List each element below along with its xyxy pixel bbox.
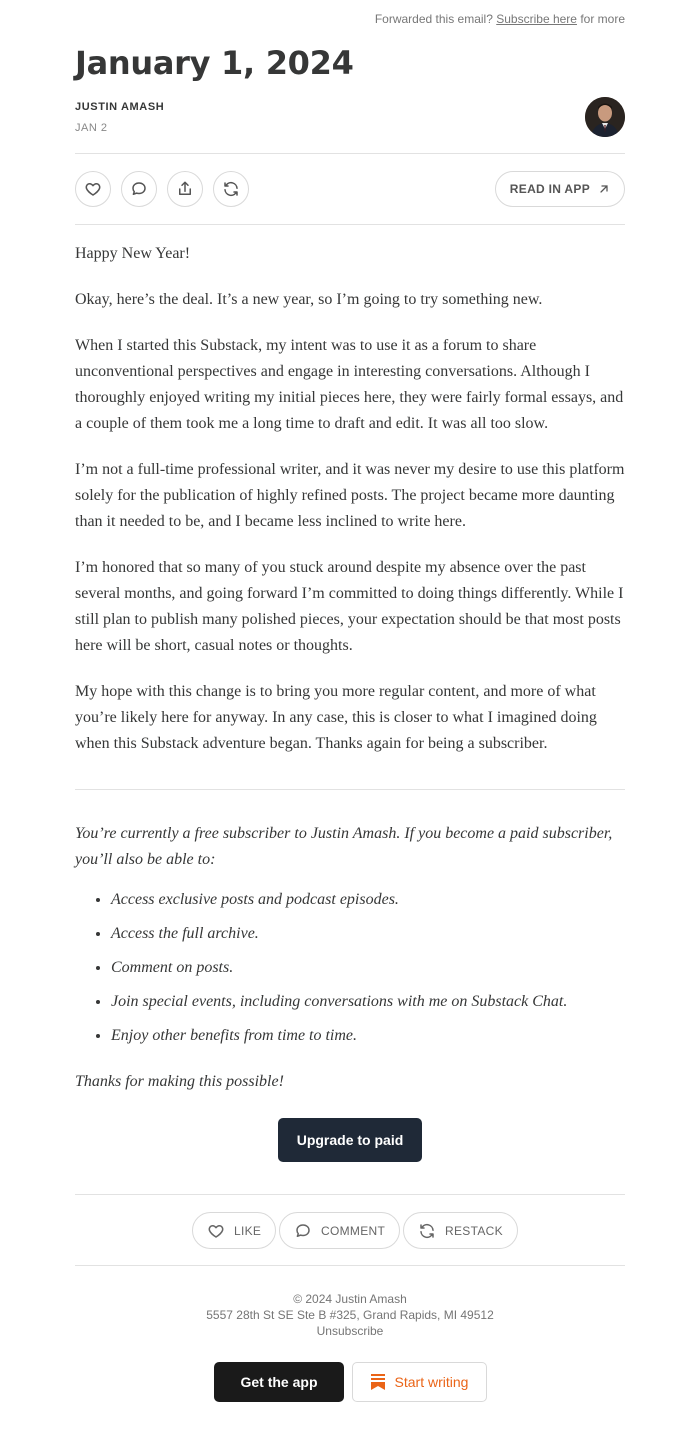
post-title[interactable]: January 1, 2024 [75, 44, 354, 82]
comment-icon [130, 180, 148, 198]
like-label: LIKE [234, 1223, 262, 1238]
benefit-item: • Comment on posts. [111, 955, 627, 981]
benefits-list [75, 887, 627, 1049]
body-paragraph: Happy New Year! [75, 245, 191, 262]
read-in-app-label: READ IN APP [509, 182, 590, 196]
body-paragraph: Okay, here’s the deal. It’s a new year, so I’m going to try something new. [75, 291, 543, 308]
share-icon [176, 180, 194, 198]
comment-button[interactable] [279, 1212, 400, 1249]
restack-button[interactable] [403, 1212, 518, 1249]
benefit-item: • Join special events, including conversations with me on Substack Chat. [111, 989, 627, 1015]
restack-icon [222, 180, 240, 198]
forwarded-suffix: for more [580, 12, 625, 26]
body-paragraph: My hope with this change is to bring you more regular content, and more of what you’re likely here for anyway. In any case, this is closer to what I imagined doing when this Substack adventure began. Thanks again for being a subscriber. [75, 683, 597, 752]
body-divider [75, 789, 625, 790]
paid-subscriber-section [75, 821, 627, 1095]
substack-logo-icon [371, 1374, 385, 1390]
benefit-item: • Access exclusive posts and podcast episodes. [111, 887, 627, 913]
paid-intro: You’re currently a free subscriber to Justin Amash. If you become a paid subscriber, you’ll also be able to: [75, 825, 613, 868]
start-writing-label: Start writing [394, 1374, 469, 1390]
get-the-app-button[interactable]: Get the app [214, 1362, 344, 1402]
like-icon-button[interactable] [75, 171, 111, 207]
actions-divider [75, 224, 625, 225]
comment-icon [294, 1222, 312, 1240]
start-writing-button[interactable] [352, 1362, 487, 1402]
footer-copyright: © 2024 Justin Amash [293, 1292, 407, 1306]
restack-icon [418, 1222, 436, 1240]
upgrade-to-paid-button[interactable]: Upgrade to paid [278, 1118, 422, 1162]
header-divider [75, 153, 625, 154]
share-icon-button[interactable] [167, 171, 203, 207]
body-paragraph: When I started this Substack, my intent was to use it as a forum to share unconventional perspectives and engage in interesting conversations. Although I thoroughly enjoyed writing my initial pieces here, they were fairly formal essays, and a couple of them took me a long time to draft and edit. It was all too slow. [75, 337, 624, 432]
upgrade-divider [75, 1194, 625, 1195]
read-in-app-button[interactable] [495, 171, 625, 207]
external-arrow-icon [598, 183, 610, 195]
forwarded-prefix: Forwarded this email? [374, 12, 493, 26]
forwarded-notice [375, 12, 625, 26]
heart-icon [207, 1222, 225, 1240]
unsubscribe-link[interactable]: Unsubscribe [316, 1324, 384, 1338]
benefit-item: • Access the full archive. [111, 921, 627, 947]
post-body [75, 241, 627, 777]
comment-icon-button[interactable] [121, 171, 157, 207]
thanks-text: Thanks for making this possible! [75, 1073, 284, 1090]
avatar[interactable] [585, 97, 625, 137]
author-photo-icon [585, 97, 625, 137]
restack-label: RESTACK [445, 1223, 503, 1238]
comment-label: COMMENT [321, 1223, 386, 1238]
body-paragraph: I’m honored that so many of you stuck around despite my absence over the past several months, and going forward I’m committed to doing things differently. While I still plan to publish many polished pieces, your expectation should be that most posts here will be short, casual notes or thoughts. [75, 559, 624, 654]
footer-address: 5557 28th St SE Ste B #325, Grand Rapids, MI 49512 [206, 1308, 494, 1322]
engagement-divider [75, 1265, 625, 1266]
heart-icon [84, 180, 102, 198]
post-date: JAN 2 [75, 122, 108, 134]
subscribe-link[interactable]: Subscribe here [496, 12, 577, 26]
body-paragraph: I’m not a full-time professional writer, and it was never my desire to use this platform solely for the publication of highly refined posts. The project became more daunting than it needed to be, and I became less inclined to write here. [75, 461, 625, 530]
like-button[interactable] [192, 1212, 276, 1249]
benefit-item: • Enjoy other benefits from time to time. [111, 1023, 627, 1049]
restack-icon-button[interactable] [213, 171, 249, 207]
author-name[interactable]: JUSTIN AMASH [75, 101, 165, 113]
